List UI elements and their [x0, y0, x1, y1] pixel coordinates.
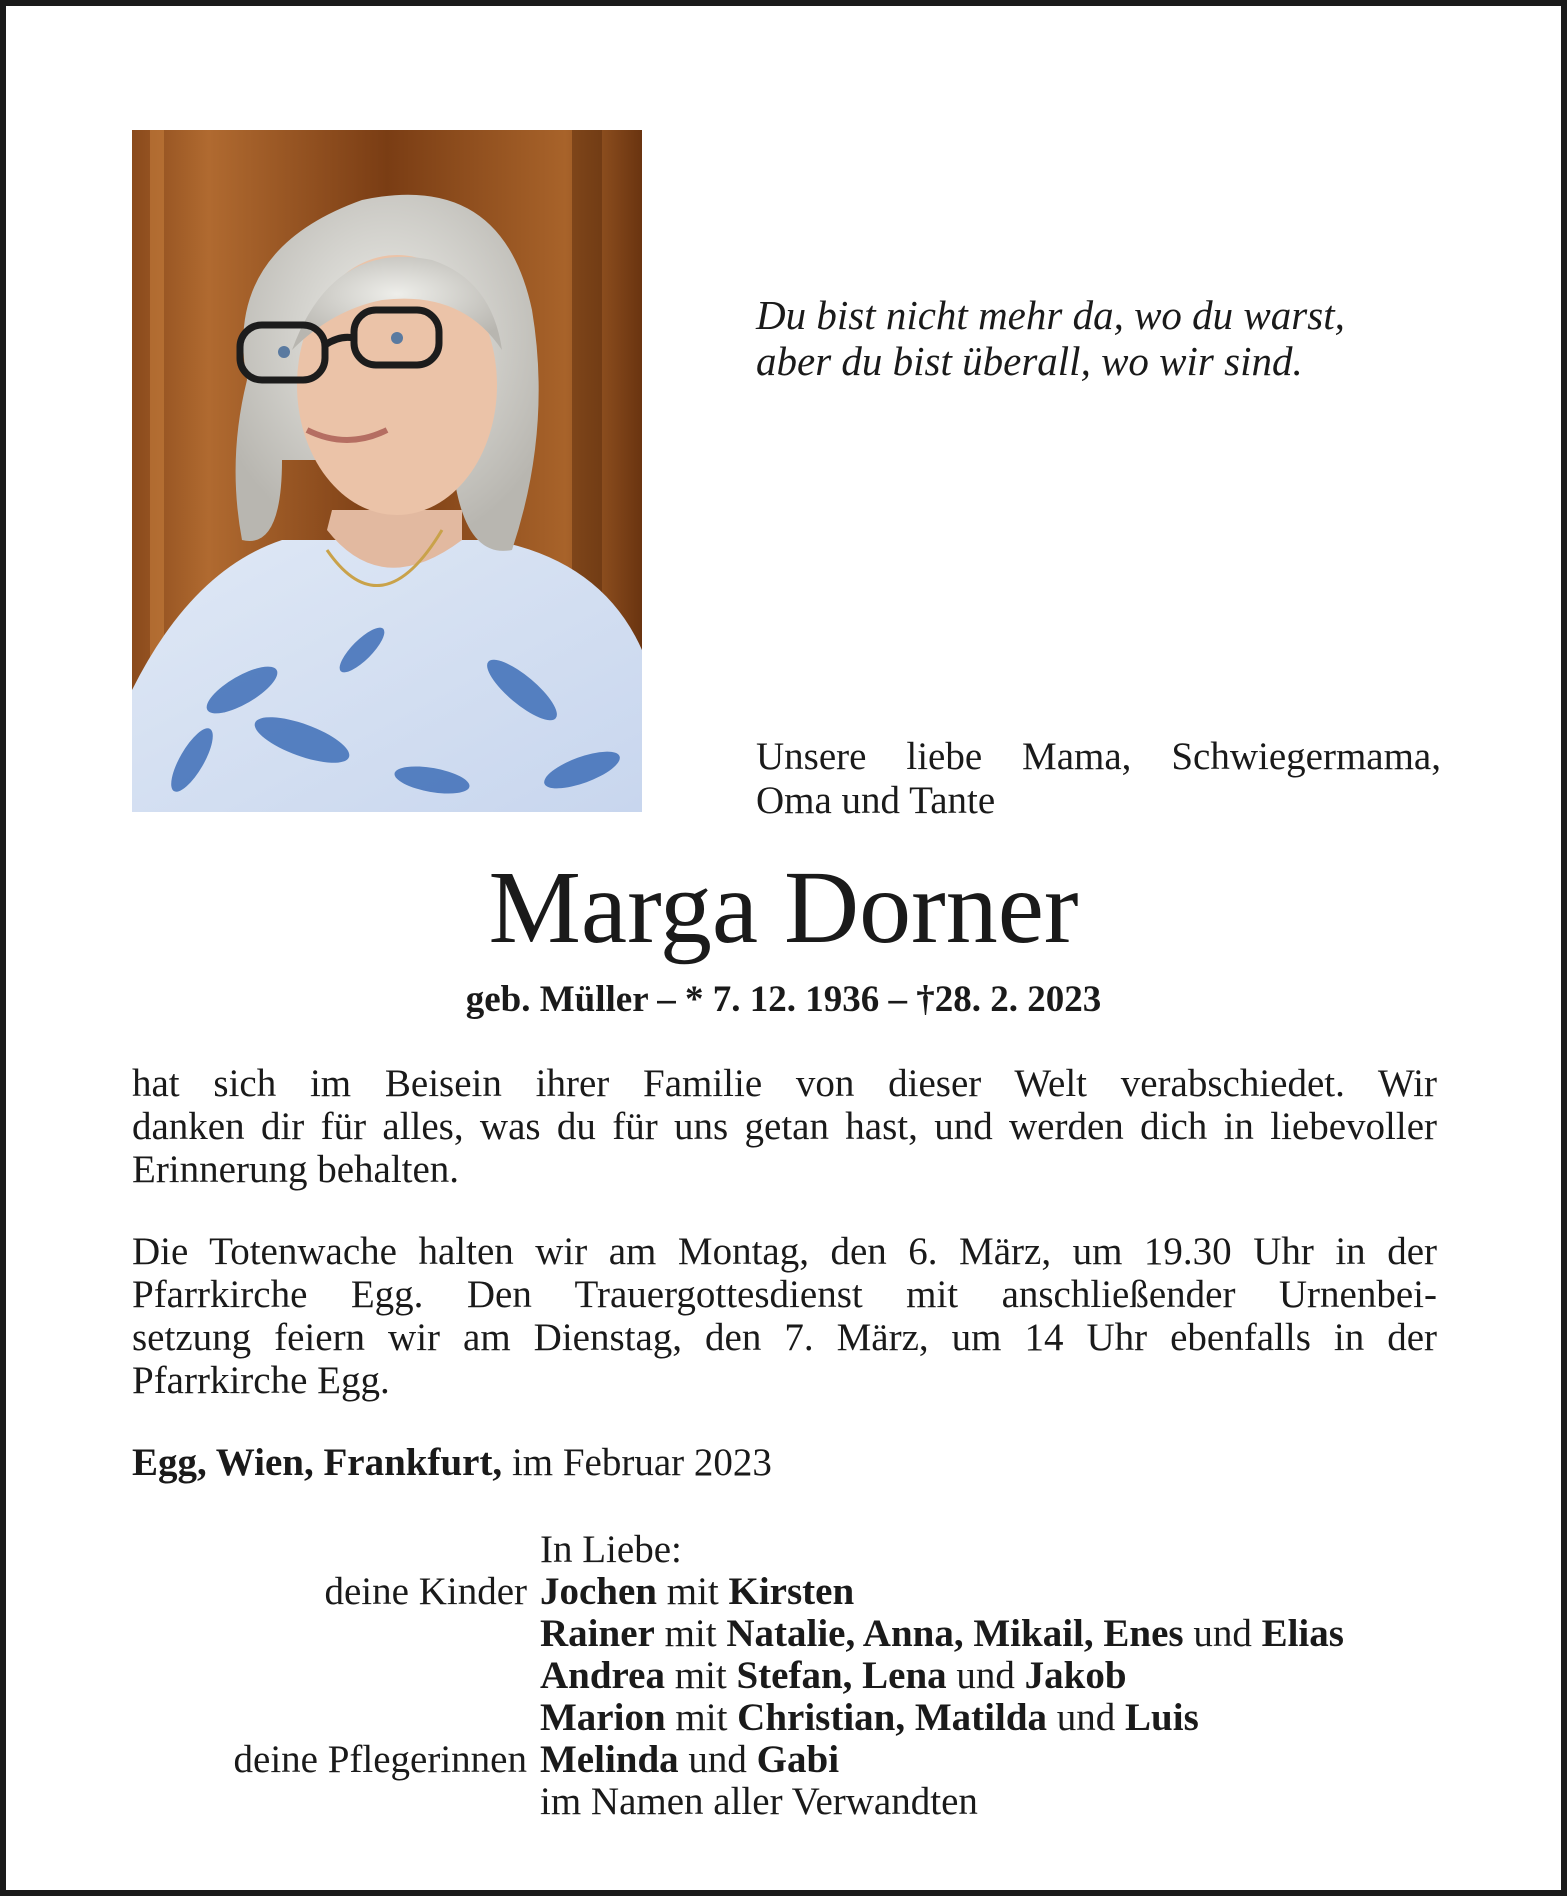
connector-und: und: [1193, 1612, 1252, 1655]
family-andrea: Andrea: [540, 1654, 665, 1697]
carers-label: deine Pflegerinnen: [233, 1738, 527, 1781]
memorial-quote: [756, 292, 1345, 384]
family-luis: Luis: [1125, 1696, 1199, 1739]
quote-line-2: aber du bist überall, wo wir sind.: [756, 338, 1303, 384]
signoff-row-carers: [0, 1737, 1567, 1779]
life-dates: geb. Müller – * 7. 12. 1936 – †28. 2. 2023: [465, 979, 1102, 1020]
farewell-line-1: hat sich im Beisein ihrer Familie von dieser Welt verabschiedet. Wir: [132, 1062, 1437, 1105]
connector-und: und: [956, 1654, 1015, 1697]
family-signoff: [0, 1527, 1567, 1821]
farewell-line-2: danken dir für alles, was du für uns getan hast, und werden dich in liebevoller: [132, 1105, 1437, 1148]
portrait-photo: [132, 130, 642, 812]
farewell-paragraph: [132, 1062, 1437, 1191]
connector-mit: mit: [675, 1696, 728, 1739]
service-line-4: Pfarrkirche Egg.: [132, 1359, 390, 1402]
service-line-3: setzung feiern wir am Dienstag, den 7. März, um 14 Uhr ebenfalls in der: [132, 1316, 1437, 1359]
family-rainer: Rainer: [540, 1612, 655, 1655]
farewell-line-3: Erinnerung behalten.: [132, 1148, 460, 1191]
connector-mit: mit: [666, 1570, 719, 1613]
family-marion: Marion: [540, 1696, 666, 1739]
signoff-row-relatives: [0, 1779, 1567, 1821]
intro-line-2: Oma und Tante: [756, 779, 996, 822]
intro-text: [756, 735, 1441, 823]
connector-und: und: [688, 1738, 747, 1781]
family-melinda: Melinda: [540, 1738, 679, 1781]
family-gabi: Gabi: [756, 1738, 840, 1781]
service-paragraph: [132, 1230, 1437, 1402]
place-and-date: [132, 1440, 772, 1485]
family-jochen: Jochen: [540, 1570, 657, 1613]
quote-line-1: Du bist nicht mehr da, wo du warst,: [756, 292, 1345, 338]
connector-und: und: [1056, 1696, 1116, 1739]
family-natalie-anna-mikail-enes: Natalie, Anna, Mikail, Enes: [726, 1612, 1184, 1655]
family-christian-matilda: Christian, Matilda: [737, 1696, 1048, 1739]
children-label: deine Kinder: [324, 1570, 527, 1613]
in-love-label: In Liebe:: [540, 1528, 682, 1571]
signoff-row-children-3: [0, 1653, 1567, 1695]
place-date: im Februar 2023: [511, 1441, 772, 1484]
family-stefan-lena: Stefan, Lena: [736, 1654, 947, 1697]
deceased-name: Marga Dorner: [488, 850, 1079, 965]
family-jakob: Jakob: [1024, 1654, 1127, 1697]
connector-mit: mit: [664, 1612, 717, 1655]
signoff-row-children-4: [0, 1695, 1567, 1737]
signoff-row-children-1: [0, 1569, 1567, 1611]
family-kirsten: Kirsten: [728, 1570, 855, 1613]
service-line-1: Die Totenwache halten wir am Montag, den 6. März, um 19.30 Uhr in der: [132, 1230, 1437, 1273]
family-elias: Elias: [1261, 1612, 1344, 1655]
relatives-line: im Namen aller Verwandten: [540, 1780, 978, 1823]
connector-mit: mit: [674, 1654, 727, 1697]
place-cities: Egg, Wien, Frankfurt,: [132, 1441, 503, 1484]
intro-line-1: Unsere liebe Mama, Schwiegermama,: [756, 735, 1441, 778]
service-line-2: Pfarrkirche Egg. Den Trauergottesdienst mit anschließender Urnenbei-: [132, 1273, 1437, 1316]
signoff-row-children-2: [0, 1611, 1567, 1653]
